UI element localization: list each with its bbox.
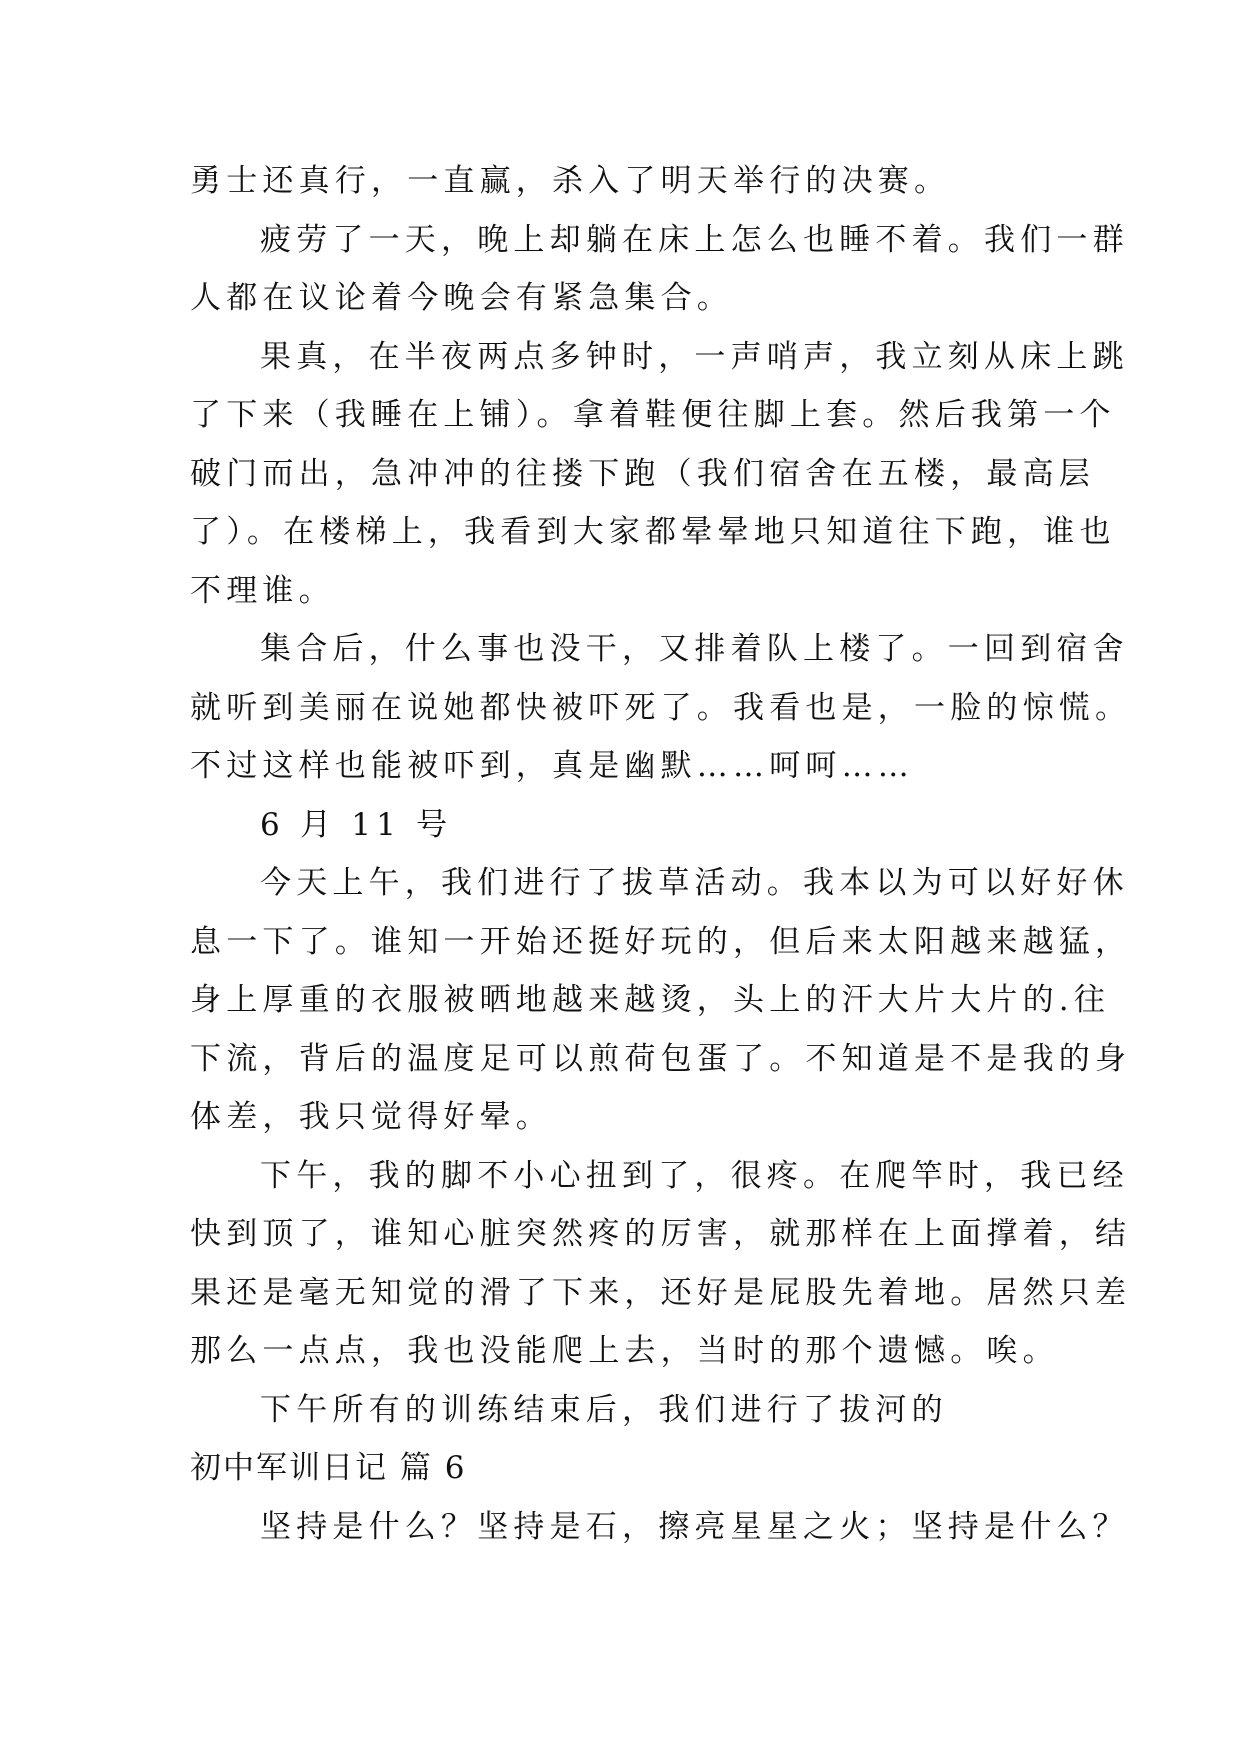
text-line: 息一下了。谁知一开始还挺好玩的，但后来太阳越来越猛，	[190, 923, 1132, 960]
text-line: 果还是毫无知觉的滑了下来，还好是屁股先着地。居然只差	[190, 1274, 1132, 1311]
paragraph-3	[190, 328, 1129, 621]
date-line	[190, 796, 1070, 855]
text-line: 疲劳了一天，晚上却躺在床上怎么也睡不着。我们一群	[260, 221, 1129, 258]
text-line: 集合后，什么事也没干，又排着队上楼了。一回到宿舍	[260, 631, 1129, 667]
text-line: 了）。在楼梯上，我看到大家都晕晕地只知道往下跑，谁也	[190, 514, 1116, 550]
text-line: 就听到美丽在说她都快被吓死了。我看也是，一脸的惊慌。	[190, 689, 1132, 726]
section-heading	[190, 1439, 1070, 1498]
text-line: 今天上午，我们进行了拔草活动。我本以为可以好好休	[260, 865, 1129, 901]
text-line: 勇士还真行，一直赢，杀入了明天举行的决赛。	[190, 163, 951, 199]
paragraph-2	[190, 211, 1129, 328]
paragraph-4	[190, 620, 1132, 796]
heading-text: 初中军训日记 篇 6	[190, 1450, 467, 1486]
paragraph-6	[190, 854, 1132, 1147]
text-line: 不理谁。	[190, 572, 335, 609]
text-line: 6 月 11 号	[260, 806, 453, 843]
text-line: 不过这样也能被吓到，真是幽默……呵呵……	[190, 748, 914, 784]
paragraph-1	[190, 152, 1070, 211]
text-line: 了下来（我睡在上铺）。拿着鞋便往脚上套。然后我第一个	[190, 397, 1116, 433]
text-line: 下流，背后的温度足可以煎荷包蛋了。不知道是不是我的身	[190, 1040, 1132, 1077]
text-line: 坚持是什么？坚持是石，擦亮星星之火；坚持是什么？	[260, 1508, 1129, 1545]
text-line: 果真，在半夜两点多钟时，一声哨声，我立刻从床上跳	[260, 338, 1129, 375]
text-line: 身上厚重的衣服被晒地越来越烫，头上的汗大片大片的.往	[190, 982, 1111, 1018]
text-line: 体差，我只觉得好晕。	[190, 1099, 552, 1135]
text-line: 那么一点点，我也没能爬上去，当时的那个遗憾。唉。	[190, 1333, 1059, 1369]
text-line: 破门而出，急冲冲的往搂下跑（我们宿舍在五楼，最高层	[190, 455, 1095, 492]
paragraph-7	[190, 1147, 1132, 1381]
paragraph-10	[190, 1498, 1129, 1557]
paragraph-8	[190, 1381, 1070, 1440]
text-line: 下午，我的脚不小心扭到了，很疼。在爬竿时，我已经	[260, 1157, 1129, 1194]
text-line: 人都在议论着今晚会有紧急集合。	[190, 280, 733, 316]
text-line: 快到顶了，谁知心脏突然疼的厉害，就那样在上面撑着，结	[190, 1216, 1132, 1252]
document-body	[190, 152, 1132, 1556]
text-line: 下午所有的训练结束后，我们进行了拔河的	[260, 1391, 948, 1428]
